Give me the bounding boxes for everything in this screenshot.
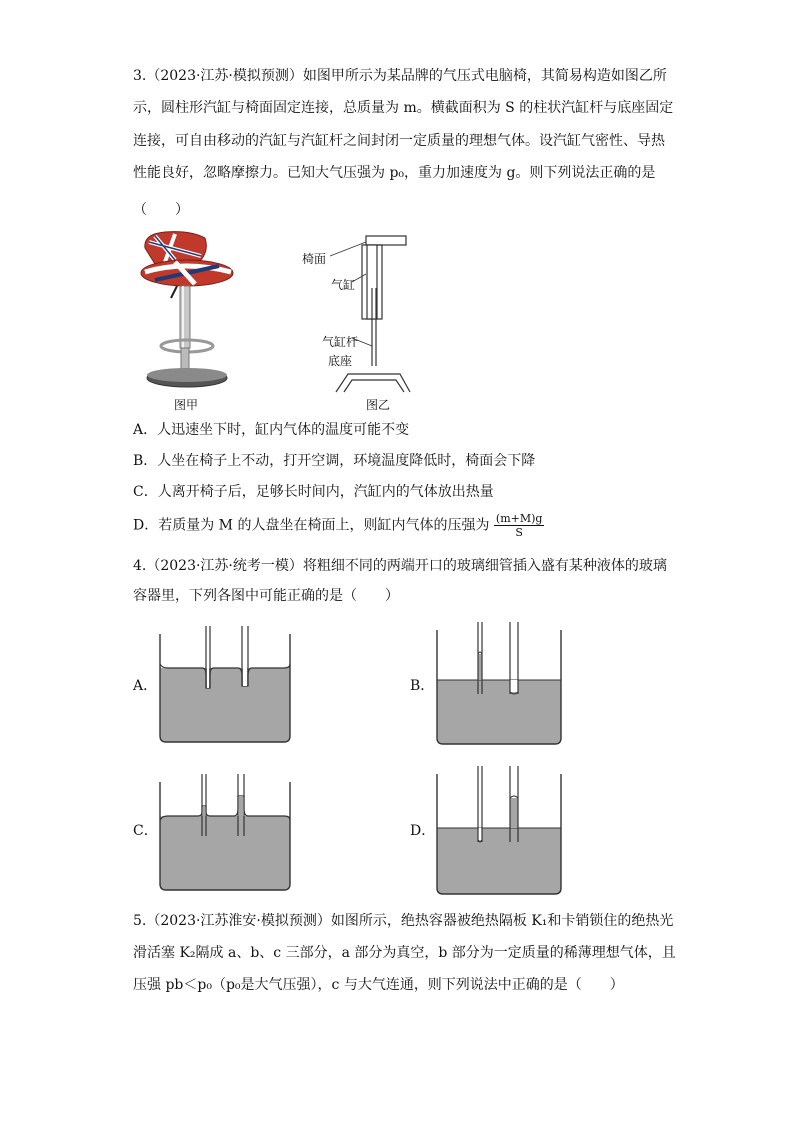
q3-line-3: 连接，可自由移动的汽缸与汽缸杆之间封闭一定质量的理想气体。设汽缸气密性、导热 [133, 133, 665, 149]
diagram-d [434, 764, 566, 898]
q3-option-c: C．人离开椅子后，足够长时间内，汽缸内的气体放出热量 [133, 484, 494, 500]
diagram-b [434, 620, 566, 748]
fig-jia-caption: 图甲 [174, 398, 199, 412]
diagram-a [156, 624, 296, 746]
label-rod: 气缸杆 [322, 335, 359, 349]
diagram-c [156, 772, 296, 894]
label-seat: 椅面 [302, 252, 327, 266]
q3-line-5: （ ） [133, 202, 189, 218]
q4-line-2: 容器里，下列各图中可能正确的是（ ） [133, 588, 399, 604]
q4-label-b: B． [410, 678, 435, 694]
fraction-numerator: (m+M)g [495, 512, 543, 525]
pressure-fraction [494, 512, 545, 539]
q4-label-a: A． [133, 678, 158, 694]
q3-line-1: 3.（2023·江苏·模拟预测）如图甲所示为某品牌的气压式电脑椅，其简易构造如图乙所 [133, 68, 667, 84]
label-base: 底座 [328, 354, 353, 368]
q3-option-a: A．人迅速坐下时，缸内气体的温度可能不变 [133, 422, 410, 438]
q4-line-1: 4.（2023·江苏·统考一模）将粗细不同的两端开口的玻璃细管插入盛有某种液体的玻璃 [133, 558, 667, 574]
q3-option-d-text: D．若质量为 M 的人盘坐在椅面上，则缸内气体的压强为 [133, 517, 490, 534]
q3-line-4: 性能良好，忽略摩擦力。已知大气压强为 p₀，重力加速度为 g。则下列说法正确的是 [133, 165, 656, 181]
q3-option-d [133, 512, 544, 539]
q3-line-2: 示，圆柱形汽缸与椅面固定连接，总质量为 m。横截面积为 S 的柱状汽缸杆与底座固定 [133, 100, 674, 116]
label-cylinder: 气缸 [331, 278, 356, 292]
q4-label-c: C． [133, 823, 158, 839]
fraction-denominator: S [515, 526, 523, 539]
q3-option-b: B．人坐在椅子上不动，打开空调，环境温度降低时，椅面会下降 [133, 453, 536, 469]
q5-line-2: 滑活塞 K₂隔成 a、b、c 三部分，a 部分为真空，b 部分为一定质量的稀薄理想气体，且 [133, 945, 676, 961]
q5-line-1: 5.（2023·江苏淮安·模拟预测）如图所示，绝热容器被绝热隔板 K₁和卡销锁住的绝热光 [133, 913, 674, 929]
chair-photo [135, 228, 245, 396]
q4-label-d: D． [410, 823, 436, 839]
q5-line-3: 压强 pb＜p₀（p₀是大气压强），c 与大气连通，则下列说法中正确的是（ ） [133, 977, 624, 993]
fig-yi-caption: 图乙 [366, 398, 391, 412]
